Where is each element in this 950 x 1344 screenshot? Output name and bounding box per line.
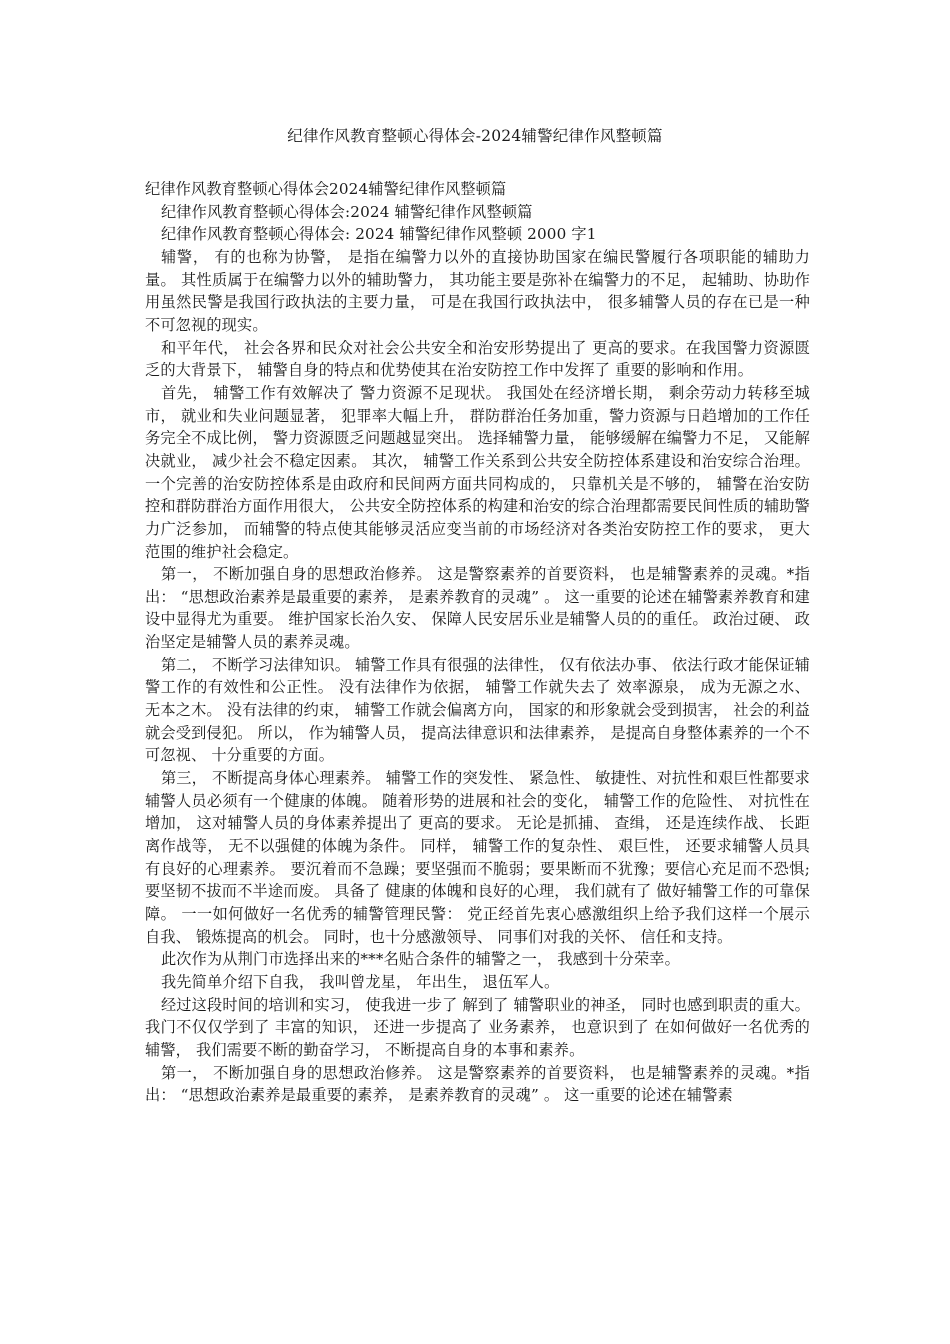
paragraph: 第二， 不断学习法律知识。 辅警工作具有很强的法律性， 仅有依法办事、 依法行政才能保证辅警工作的有效性和公正性。 没有法律作为依据， 辅警工作就失去了 效率源泉， 成为无源之水、 无本之木。 没有法律的约束， 辅警工作就会偏离方向， 国家的和形象就会受到损害， 社会的利益就会受到侵犯。 所以， 作为辅警人员， 提高法律意识和法律素养， 是提高自身整体素养的一个不可忽视、 十分重要的方面。 xyxy=(145,655,810,765)
paragraph: 第一， 不断加强自身的思想政治修养。 这是警察素养的首要资料， 也是辅警素养的灵魂。*指出： “思想政治素养是最重要的素养， 是素养教育的灵魂” 。 这一重要的论述在辅警素 xyxy=(145,1063,810,1105)
paragraph: 首先， 辅警工作有效解决了 警力资源不足现状。 我国处在经济增长期， 剩余劳动力转移至城市， 就业和失业问题显著， 犯罪率大幅上升， 群防群治任务加重，警力资源与日趋增加的工作任务完全不成比例， 警力资源匮乏问题越显突出。 选择辅警力量， 能够缓解在编警力不足， 又能解决就业， 减少社会不稳定因素。 其次， 辅警工作关系到公共安全防控体系建设和治安综合治理。 一个完善的治安防控体系是由政府和民间两方面共同构成的， 只靠机关是不够的， 辅警在治安防控和群防群治方面作用很大， 公共安全防控体系的构建和治安的综合治理都需要民间性质的辅助警力广泛参加， 而辅警的特点使其能够灵活应变当前的市场经济对各类治安防控工作的要求， 更大范围的维护社会稳定。 xyxy=(145,383,810,561)
paragraph: 第一， 不断加强自身的思想政治修养。 这是警察素养的首要资料， 也是辅警素养的灵魂。*指出： “思想政治素养是最重要的素养， 是素养教育的灵魂” 。 这一重要的论述在辅警素养教育和建设中显得尤为重要。 维护国家长治久安、 保障人民安居乐业是辅警人员的的重任。 政治过硬、 政治坚定是辅警人员的素养灵魂。 xyxy=(145,565,810,652)
paragraph: 辅警， 有的也称为协警， 是指在编警力以外的直接协助国家在编民警履行各项职能的辅助力量。 其性质属于在编警力以外的辅助警力， 其功能主要是弥补在编警力的不足， 起辅助、协助作用虽然民警是我国行政执法的主要力量， 可是在我国行政执法中， 很多辅警人员的存在已是一种不可忽视的现实。 xyxy=(145,247,810,334)
paragraph: 经过这段时间的培训和实习， 使我进一步了 解到了 辅警职业的神圣， 同时也感到职责的重大。 我门不仅仅学到了 丰富的知识， 还进一步提高了 业务素养， 也意识到了 在如何做好一名优秀的辅警， 我们需要不断的勤奋学习， 不断提高自身的本事和素养。 xyxy=(145,995,810,1059)
paragraph: 此次作为从荆门市选择出来的***名贴合条件的辅警之一， 我感到十分荣幸。 xyxy=(160,950,680,969)
paragraph: 纪律作风教育整顿心得体会: 2024 辅警纪律作风整顿 2000 字1 xyxy=(160,225,597,244)
document-body xyxy=(145,178,810,1107)
paragraph: 我先简单介绍下自我， 我叫曾龙星， 年出生， 退伍军人。 xyxy=(160,972,560,991)
paragraph: 第三， 不断提高身体心理素养。 辅警工作的突发性、 紧急性、 敏捷性、对抗性和艰巨性都要求辅警人员必须有一个健康的体魄。 随着形势的进展和社会的变化， 辅警工作的危险性、 对抗性在增加， 这对辅警人员的身体素养提出了 更高的要求。 无论是抓捕、 查缉， 还是连续作战、 长距离作战等， 无不以强健的体魄为条件。 同样， 辅警工作的复杂性、 艰巨性， 还要求辅警人员具有良好的心理素养。 要沉着而不急躁；要坚强而不脆弱；要果断而不犹豫；要信心充足而不恐惧;要坚韧不拔而不半途而废。 具备了 健康的体魄和良好的心理， 我们就有了 做好辅警工作的可靠保障。 一一如何做好一名优秀的辅警管理民警： 党正经首先衷心感激组织上给予我们这样一个展示自我、 锻炼提高的机会。 同时，也十分感激领导、 同事们对我的关怀、 信任和支持。 xyxy=(145,769,810,946)
paragraph: 和平年代， 社会各界和民众对社会公共安全和治安形势提出了 更高的要求。在我国警力资源匮乏的大背景下， 辅警自身的特点和优势使其在治安防控工作中发挥了 重要的影响和作用。 xyxy=(145,338,810,380)
paragraph: 纪律作风教育整顿心得体会2024辅警纪律作风整顿篇 xyxy=(145,180,507,198)
paragraph: 纪律作风教育整顿心得体会:2024 辅警纪律作风整顿篇 xyxy=(160,202,533,221)
document-title: 纪律作风教育整顿心得体会-2024辅警纪律作风整顿篇 xyxy=(287,127,663,145)
